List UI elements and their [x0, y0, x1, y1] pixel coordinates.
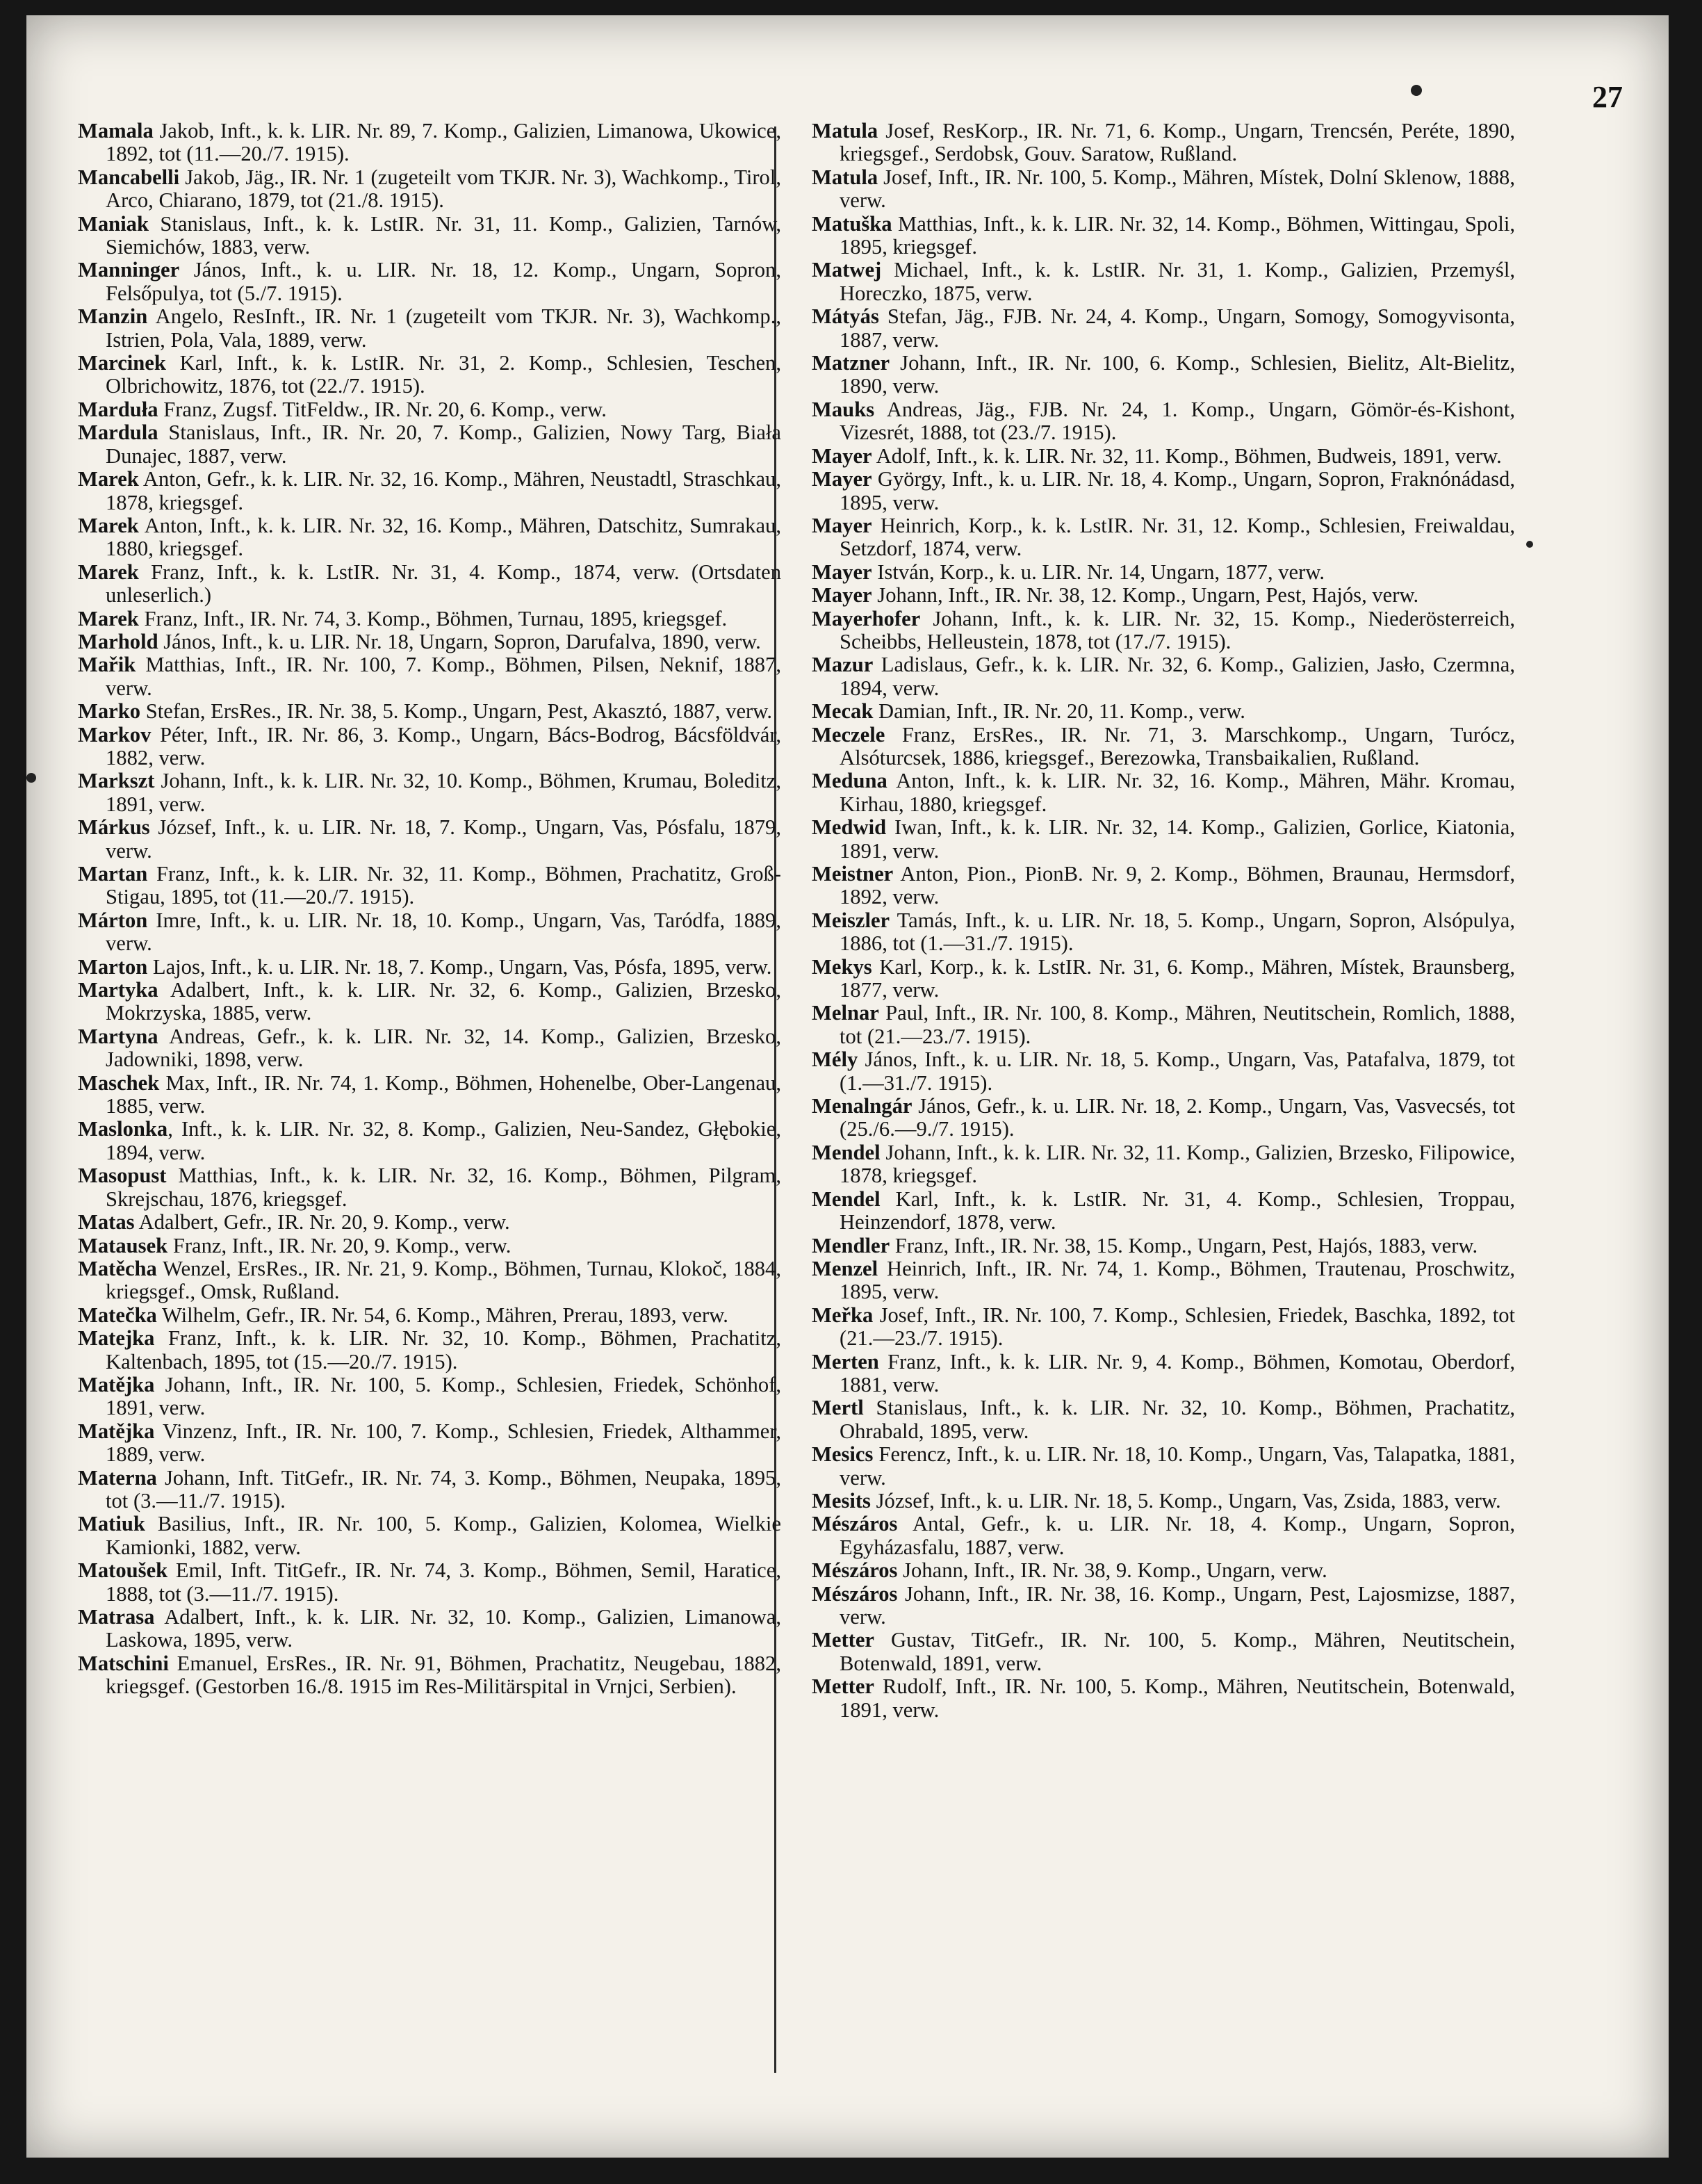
entry-surname: Mayer	[812, 467, 872, 491]
scan-speck	[26, 773, 36, 783]
register-entry	[78, 956, 781, 979]
register-entry	[78, 1374, 781, 1420]
register-entry	[78, 630, 781, 653]
entry-surname: Martyka	[78, 978, 158, 1002]
entry-surname: Meduna	[812, 769, 887, 793]
entry-details: György, Inft., k. u. LIR. Nr. 18, 4. Komp., Ungarn, Sopron, Fraknónádasd, 1895, verw.	[840, 467, 1515, 514]
entry-details: Stefan, ErsRes., IR. Nr. 38, 5. Komp., Ungarn, Pest, Akasztó, 1887, verw.	[140, 699, 773, 724]
entry-details: Anton, Pion., PionB. Nr. 9, 2. Komp., Böhmen, Braunau, Hermsdorf, 1892, verw.	[840, 862, 1515, 909]
register-entry	[812, 1513, 1515, 1559]
entry-details: János, Inft., k. u. LIR. Nr. 18, 5. Komp., Ungarn, Vas, Patafalva, 1879, tot (1.—31./7. 1915).	[840, 1048, 1515, 1095]
entry-surname: Matoušek	[78, 1558, 168, 1583]
entry-surname: Marko	[78, 699, 141, 724]
entry-details: János, Inft., k. u. LIR. Nr. 18, Ungarn, Sopron, Darufalva, 1890, verw.	[158, 629, 761, 653]
register-entry	[812, 1257, 1515, 1304]
register-entry	[78, 653, 781, 700]
register-entry	[78, 724, 781, 770]
entry-details: Matthias, Inft., IR. Nr. 100, 7. Komp., Böhmen, Pilsen, Neknif, 1887, verw.	[106, 653, 781, 700]
entry-surname: Matula	[812, 119, 878, 142]
left-column	[78, 120, 781, 1699]
entry-surname: Materna	[78, 1465, 157, 1490]
register-entry	[78, 1652, 781, 1699]
register-entry	[78, 1559, 781, 1606]
entry-surname: Matěcha	[78, 1256, 157, 1280]
register-entry	[812, 1396, 1515, 1443]
entry-surname: Mecak	[812, 699, 874, 724]
entry-details: Franz, Inft., IR. Nr. 20, 9. Komp., verw.	[167, 1233, 512, 1257]
entry-details: József, Inft., k. u. LIR. Nr. 18, 5. Komp., Ungarn, Vas, Zsida, 1883, verw.	[870, 1488, 1501, 1513]
entry-details: Johann, Inft., IR. Nr. 38, 9. Komp., Ungarn, verw.	[897, 1558, 1327, 1583]
register-entry	[78, 561, 781, 608]
register-entry	[812, 468, 1515, 514]
register-entry	[812, 120, 1515, 166]
register-entry	[812, 259, 1515, 305]
entry-details: Karl, Inft., k. k. LstIR. Nr. 31, 2. Komp., Schlesien, Teschen, Olbrichowitz, 1876, tot (22./7. 1915).	[106, 351, 781, 398]
register-entry	[812, 1188, 1515, 1234]
entry-surname: Merten	[812, 1349, 879, 1374]
register-entry	[78, 1025, 781, 1072]
register-entry	[812, 909, 1515, 956]
entry-surname: Matějka	[78, 1419, 155, 1443]
entry-details: János, Inft., k. u. LIR. Nr. 18, 12. Komp., Ungarn, Sopron, Felsőpulya, tot (5./7. 1915).	[106, 258, 781, 305]
entry-surname: Marhold	[78, 629, 158, 653]
register-entry	[812, 1141, 1515, 1188]
register-entry	[812, 305, 1515, 352]
register-entry	[812, 863, 1515, 909]
register-entry	[78, 1327, 781, 1374]
entry-details: Franz, Inft., k. k. LIR. Nr. 32, 11. Komp., Böhmen, Prachatitz, Groß-Stigau, 1895, tot (11.—20./7. 1915).	[106, 862, 781, 909]
entry-details: Vinzenz, Inft., IR. Nr. 100, 7. Komp., Schlesien, Friedek, Althammer, 1889, verw.	[106, 1419, 781, 1467]
entry-surname: Mazur	[812, 653, 874, 677]
entry-details: Michael, Inft., k. k. LstIR. Nr. 31, 1. Komp., Galizien, Przemyśl, Horeczko, 1875, verw.	[840, 258, 1515, 305]
scan-speck	[1411, 85, 1422, 96]
entry-details: Franz, ErsRes., IR. Nr. 71, 3. Marschkomp., Ungarn, Turócz, Alsóturcsek, 1886, kriegsgef., Berezowka, Transbaikalien, Rußland.	[840, 722, 1515, 769]
register-entry	[812, 1234, 1515, 1257]
entry-surname: Matula	[812, 165, 878, 189]
entry-details: Heinrich, Korp., k. k. LstIR. Nr. 31, 12. Komp., Schlesien, Freiwaldau, Setzdorf, 1874, verw.	[840, 513, 1515, 561]
register-entry	[78, 1118, 781, 1164]
entry-details: Gustav, TitGefr., IR. Nr. 100, 5. Komp., Mähren, Neutitschein, Botenwald, 1891, verw.	[840, 1628, 1515, 1675]
entry-surname: Marek	[78, 560, 139, 584]
entry-surname: Meczele	[812, 722, 885, 747]
entry-surname: Matečka	[78, 1303, 157, 1327]
entry-details: Wenzel, ErsRes., IR. Nr. 21, 9. Komp., Böhmen, Turnau, Klokoč, 1884, kriegsgef., Omsk, Rußland.	[106, 1256, 781, 1304]
register-entry	[78, 863, 781, 909]
entry-surname: Mayer	[812, 443, 872, 468]
entry-details: Stanislaus, Inft., k. k. LIR. Nr. 32, 10. Komp., Böhmen, Prachatitz, Ohrabald, 1895, verw.	[840, 1396, 1515, 1443]
register-entry	[812, 1351, 1515, 1397]
entry-surname: Metter	[812, 1628, 874, 1652]
entry-surname: Matiuk	[78, 1512, 145, 1536]
entry-details: Franz, Inft., k. k. LstIR. Nr. 31, 4. Komp., 1874, verw. (Ortsdaten unleserlich.)	[106, 560, 781, 608]
entry-details: Ladislaus, Gefr., k. k. LIR. Nr. 32, 6. Komp., Galizien, Jasło, Czermna, 1894, verw.	[840, 653, 1515, 700]
register-entry	[78, 468, 781, 514]
register-entry	[812, 1490, 1515, 1513]
register-entry	[78, 1211, 781, 1234]
entry-details: Johann, Inft., IR. Nr. 38, 16. Komp., Ungarn, Pest, Lajosmizse, 1887, verw.	[840, 1581, 1515, 1629]
entry-surname: Matejka	[78, 1326, 155, 1351]
register-entry	[812, 769, 1515, 816]
register-entry	[78, 421, 781, 468]
entry-details: Andreas, Jäg., FJB. Nr. 24, 1. Komp., Ungarn, Gömör-és-Kishont, Vizesrét, 1888, tot (23./7. 1915).	[840, 397, 1515, 445]
entry-details: Franz, Zugsf. TitFeldw., IR. Nr. 20, 6. Komp., verw.	[158, 397, 607, 421]
register-entry	[812, 398, 1515, 445]
entry-surname: Marduła	[78, 397, 158, 421]
register-entry	[812, 514, 1515, 561]
entry-details: Adalbert, Gefr., IR. Nr. 20, 9. Komp., verw.	[134, 1210, 510, 1234]
register-entry	[812, 1583, 1515, 1629]
entry-details: Adalbert, Inft., k. k. LIR. Nr. 32, 6. Komp., Galizien, Brzesko, Mokrzyska, 1885, verw.	[106, 978, 781, 1025]
entry-surname: Metter	[812, 1674, 874, 1699]
register-entry	[78, 1513, 781, 1559]
entry-surname: Martyna	[78, 1024, 158, 1048]
entry-details: Stanislaus, Inft., k. k. LstIR. Nr. 31, 11. Komp., Galizien, Tarnów, Siemichów, 1883, verw.	[106, 211, 781, 259]
entry-surname: Matausek	[78, 1233, 168, 1257]
entry-surname: Matzner	[812, 351, 890, 375]
entry-surname: Márton	[78, 908, 148, 932]
entry-surname: Mendel	[812, 1187, 881, 1211]
entry-surname: Matwej	[812, 258, 882, 282]
register-entry	[78, 259, 781, 305]
entry-details: Johann, Inft., k. k. LIR. Nr. 32, 15. Komp., Niederösterreich, Scheibbs, Helleustein, 1878, tot (17./7. 1915).	[840, 606, 1515, 653]
entry-surname: Martan	[78, 862, 148, 886]
register-entry	[78, 1072, 781, 1118]
entry-surname: Mayer	[812, 583, 872, 608]
entry-surname: Meřka	[812, 1303, 874, 1327]
document-page	[26, 15, 1669, 2158]
entry-details: János, Gefr., k. u. LIR. Nr. 18, 2. Komp., Ungarn, Vas, Vasvecsés, tot (25./6.—9./7. 1915).	[840, 1094, 1515, 1141]
entry-surname: Matas	[78, 1210, 135, 1234]
entry-details: Karl, Inft., k. k. LstIR. Nr. 31, 4. Komp., Schlesien, Troppau, Heinzendorf, 1878, verw.	[840, 1187, 1515, 1234]
register-entry	[78, 816, 781, 863]
right-column	[812, 120, 1515, 1722]
entry-details: Rudolf, Inft., IR. Nr. 100, 5. Komp., Mähren, Neutitschein, Botenwald, 1891, verw.	[840, 1674, 1515, 1722]
scan-speck	[1526, 541, 1533, 548]
register-entry	[78, 305, 781, 352]
entry-details: Tamás, Inft., k. u. LIR. Nr. 18, 5. Komp., Ungarn, Sopron, Alsópulya, 1886, tot (1.—31./7. 1915).	[840, 908, 1515, 956]
register-entry	[78, 769, 781, 816]
entry-details: Anton, Inft., k. k. LIR. Nr. 32, 16. Komp., Mähren, Datschitz, Sumrakau, 1880, kriegsgef.	[106, 513, 781, 561]
entry-surname: Maschek	[78, 1070, 160, 1095]
entry-details: Stefan, Jäg., FJB. Nr. 24, 4. Komp., Ungarn, Somogy, Somogyvisonta, 1887, verw.	[840, 304, 1515, 352]
entry-surname: Márkus	[78, 815, 150, 840]
entry-surname: Medwid	[812, 815, 887, 840]
entry-surname: Mauks	[812, 397, 875, 421]
entry-surname: Mátyás	[812, 304, 879, 329]
entry-surname: Mekys	[812, 954, 872, 979]
entry-surname: Mayer	[812, 513, 872, 537]
register-entry	[812, 1675, 1515, 1722]
entry-surname: Mayer	[812, 560, 872, 584]
register-entry	[812, 700, 1515, 723]
entry-surname: Mészáros	[812, 1581, 898, 1606]
register-entry	[812, 166, 1515, 213]
entry-surname: Masopust	[78, 1164, 167, 1188]
register-entry	[812, 956, 1515, 1002]
entry-surname: Mancabelli	[78, 165, 180, 189]
register-entry	[78, 213, 781, 259]
register-entry	[78, 979, 781, 1025]
entry-details: Josef, Inft., IR. Nr. 100, 5. Komp., Mähren, Místek, Dolní Sklenow, 1888, verw.	[840, 165, 1515, 213]
entry-details: István, Korp., k. u. LIR. Nr. 14, Ungarn, 1877, verw.	[872, 560, 1325, 584]
register-entry	[78, 909, 781, 956]
register-entry	[78, 1467, 781, 1513]
entry-surname: Mesits	[812, 1488, 871, 1513]
entry-details: Angelo, ResInft., IR. Nr. 1 (zugeteilt vom TKJR. Nr. 3), Wachkomp., Istrien, Pola, Vala, 1889, verw.	[106, 304, 781, 352]
entry-surname: Mertl	[812, 1396, 864, 1420]
entry-details: Johann, Inft., k. k. LIR. Nr. 32, 10. Komp., Böhmen, Krumau, Boleditz, 1891, verw.	[106, 769, 781, 816]
entry-details: Antal, Gefr., k. u. LIR. Nr. 18, 4. Komp., Ungarn, Sopron, Egyházasfalu, 1887, verw.	[840, 1512, 1515, 1559]
entry-surname: Maslonka	[78, 1117, 168, 1141]
entry-details: Ferencz, Inft., k. u. LIR. Nr. 18, 10. Komp., Ungarn, Vas, Talapatka, 1881, verw.	[840, 1442, 1515, 1490]
entry-details: Wilhelm, Gefr., IR. Nr. 54, 6. Komp., Mähren, Prerau, 1893, verw.	[156, 1303, 728, 1327]
register-entry	[812, 1095, 1515, 1141]
register-entry	[812, 816, 1515, 863]
register-entry	[812, 1002, 1515, 1048]
entry-details: Adalbert, Inft., k. k. LIR. Nr. 32, 10. Komp., Galizien, Limanowa, Laskowa, 1895, verw.	[106, 1605, 781, 1652]
entry-details: Damian, Inft., IR. Nr. 20, 11. Komp., verw.	[873, 699, 1245, 724]
entry-details: Franz, Inft., IR. Nr. 38, 15. Komp., Ungarn, Pest, Hajós, 1883, verw.	[890, 1233, 1478, 1257]
entry-surname: Melnar	[812, 1001, 879, 1025]
entry-details: Emil, Inft. TitGefr., IR. Nr. 74, 3. Komp., Böhmen, Semil, Haratice, 1888, tot (3.—11./7. 1915).	[106, 1558, 781, 1606]
register-entry	[78, 700, 781, 723]
entry-surname: Marek	[78, 513, 139, 537]
entry-surname: Mészáros	[812, 1512, 898, 1536]
entry-details: Emanuel, ErsRes., IR. Nr. 91, Böhmen, Prachatitz, Neugebau, 1882, kriegsgef. (Gestorben 16./8. 1915 im Res-Militärspital in Vrnjci, Serbien).	[106, 1651, 781, 1699]
entry-details: Lajos, Inft., k. u. LIR. Nr. 18, 7. Komp., Ungarn, Vas, Pósfa, 1895, verw.	[147, 954, 772, 979]
entry-details: Iwan, Inft., k. k. LIR. Nr. 32, 14. Komp., Galizien, Gorlice, Kiatonia, 1891, verw.	[840, 815, 1515, 863]
entry-surname: Marek	[78, 606, 139, 630]
register-entry	[812, 561, 1515, 584]
entry-surname: Matrasa	[78, 1605, 155, 1629]
entry-surname: Mařik	[78, 653, 136, 677]
register-entry	[812, 653, 1515, 700]
entry-details: Jakob, Inft., k. k. LIR. Nr. 89, 7. Komp., Galizien, Limanowa, Ukowice, 1892, tot (11.—20./7. 1915).	[106, 119, 781, 166]
entry-details: József, Inft., k. u. LIR. Nr. 18, 7. Komp., Ungarn, Vas, Pósfalu, 1879, verw.	[106, 815, 781, 863]
entry-details: Jakob, Jäg., IR. Nr. 1 (zugeteilt vom TKJR. Nr. 3), Wachkomp., Tirol, Arco, Chiarano, 1879, tot (21./8. 1915).	[106, 165, 781, 213]
entry-surname: Mendler	[812, 1233, 890, 1257]
entry-surname: Meistner	[812, 862, 894, 886]
register-entry	[78, 1257, 781, 1304]
entry-details: Josef, ResKorp., IR. Nr. 71, 6. Komp., Ungarn, Trencsén, Peréte, 1890, kriegsgef., Serdobsk, Gouv. Saratow, Rußland.	[840, 119, 1515, 166]
register-entry	[78, 1164, 781, 1211]
entry-details: , Inft., k. k. LIR. Nr. 32, 8. Komp., Galizien, Neu-Sandez, Głębokie, 1894, verw.	[106, 1117, 781, 1164]
entry-details: Max, Inft., IR. Nr. 74, 1. Komp., Böhmen, Hohenelbe, Ober-Langenau, 1885, verw.	[106, 1070, 781, 1118]
entry-details: Franz, Inft., k. k. LIR. Nr. 9, 4. Komp., Böhmen, Komotau, Oberdorf, 1881, verw.	[840, 1349, 1515, 1396]
entry-details: Josef, Inft., IR. Nr. 100, 7. Komp., Schlesien, Friedek, Baschka, 1892, tot (21.—23./7. 1915).	[840, 1303, 1515, 1351]
register-entry	[78, 1606, 781, 1652]
entry-details: Johann, Inft., IR. Nr. 100, 5. Komp., Schlesien, Friedek, Schönhof, 1891, verw.	[106, 1372, 781, 1420]
entry-details: Johann, Inft., k. k. LIR. Nr. 32, 11. Komp., Galizien, Brzesko, Filipowice, 1878, kriegsgef.	[840, 1140, 1515, 1188]
entry-surname: Mayerhofer	[812, 606, 921, 630]
entry-surname: Mardula	[78, 421, 158, 445]
entry-details: Imre, Inft., k. u. LIR. Nr. 18, 10. Komp., Ungarn, Vas, Taródfa, 1889, verw.	[106, 908, 781, 956]
register-entry	[812, 445, 1515, 468]
entry-details: Anton, Gefr., k. k. LIR. Nr. 32, 16. Komp., Mähren, Neustadtl, Straschkau, 1878, kriegsgef.	[106, 467, 781, 514]
entry-surname: Manzin	[78, 304, 148, 329]
register-entry	[812, 213, 1515, 259]
entry-surname: Matuška	[812, 211, 892, 236]
entry-details: Franz, Inft., IR. Nr. 74, 3. Komp., Böhmen, Turnau, 1895, kriegsgef.	[138, 606, 728, 630]
entry-surname: Markov	[78, 722, 152, 747]
entry-surname: Matschini	[78, 1651, 169, 1675]
entry-surname: Matějka	[78, 1372, 155, 1396]
entry-surname: Marton	[78, 954, 148, 979]
page-number: 27	[1592, 80, 1623, 114]
entry-details: Matthias, Inft., k. k. LIR. Nr. 32, 16. Komp., Böhmen, Pilgram, Skrejschau, 1876, kriegsgef.	[106, 1164, 781, 1211]
entry-details: Adolf, Inft., k. k. LIR. Nr. 32, 11. Komp., Böhmen, Budweis, 1891, verw.	[872, 443, 1502, 468]
register-entry	[812, 1559, 1515, 1582]
entry-surname: Meiszler	[812, 908, 890, 932]
entry-surname: Markszt	[78, 769, 155, 793]
entry-details: Franz, Inft., k. k. LIR. Nr. 32, 10. Komp., Böhmen, Prachatitz, Kaltenbach, 1895, tot (15.—20./7. 1915).	[106, 1326, 781, 1374]
register-entry	[78, 514, 781, 561]
register-entry	[812, 608, 1515, 654]
register-entry	[78, 1304, 781, 1327]
register-entry	[812, 1443, 1515, 1490]
entry-surname: Menzel	[812, 1256, 878, 1280]
entry-surname: Menalngár	[812, 1094, 913, 1118]
register-entry	[78, 166, 781, 213]
entry-surname: Mendel	[812, 1140, 881, 1164]
entry-surname: Maniak	[78, 211, 149, 236]
register-entry	[812, 584, 1515, 607]
register-entry	[78, 352, 781, 398]
entry-surname: Marcinek	[78, 351, 166, 375]
register-entry	[78, 1420, 781, 1467]
entry-surname: Mély	[812, 1048, 858, 1072]
register-entry	[812, 1304, 1515, 1351]
entry-details: Paul, Inft., IR. Nr. 100, 8. Komp., Mähren, Neutitschein, Romlich, 1888, tot (21.—23./7. 1915).	[840, 1001, 1515, 1048]
register-entry	[78, 398, 781, 421]
entry-details: Heinrich, Inft., IR. Nr. 74, 1. Komp., Böhmen, Trautenau, Proschwitz, 1895, verw.	[840, 1256, 1515, 1304]
entry-details: Johann, Inft., IR. Nr. 100, 6. Komp., Schlesien, Bielitz, Alt-Bielitz, 1890, verw.	[840, 351, 1515, 398]
entry-details: Andreas, Gefr., k. k. LIR. Nr. 32, 14. Komp., Galizien, Brzesko, Jadowniki, 1898, verw.	[106, 1024, 781, 1072]
entry-details: Johann, Inft. TitGefr., IR. Nr. 74, 3. Komp., Böhmen, Neupaka, 1895, tot (3.—11./7. 1915).	[106, 1465, 781, 1513]
register-entry	[812, 724, 1515, 770]
entry-details: Péter, Inft., IR. Nr. 86, 3. Komp., Ungarn, Bács-Bodrog, Bácsföldvár, 1882, verw.	[106, 722, 781, 769]
register-entry	[78, 1234, 781, 1257]
entry-details: Matthias, Inft., k. k. LIR. Nr. 32, 14. Komp., Böhmen, Wittingau, Spoli, 1895, kriegsgef.	[840, 211, 1515, 259]
register-entry	[812, 1629, 1515, 1675]
entry-surname: Manninger	[78, 258, 180, 282]
register-entry	[812, 1048, 1515, 1095]
register-entry	[78, 608, 781, 630]
register-entry	[78, 120, 781, 166]
entry-details: Basilius, Inft., IR. Nr. 100, 5. Komp., Galizien, Kolomea, Wielkie Kamionki, 1882, verw.	[106, 1512, 781, 1559]
entry-surname: Mészáros	[812, 1558, 898, 1583]
entry-surname: Mamala	[78, 119, 154, 142]
entry-details: Karl, Korp., k. k. LstIR. Nr. 31, 6. Komp., Mähren, Místek, Braunsberg, 1877, verw.	[840, 954, 1515, 1002]
entry-details: Johann, Inft., IR. Nr. 38, 12. Komp., Ungarn, Pest, Hajós, verw.	[872, 583, 1419, 608]
entry-surname: Marek	[78, 467, 139, 491]
register-entry	[812, 352, 1515, 398]
entry-details: Stanislaus, Inft., IR. Nr. 20, 7. Komp., Galizien, Nowy Targ, Biała Dunajec, 1887, verw.	[106, 421, 781, 468]
entry-details: Anton, Inft., k. k. LIR. Nr. 32, 16. Komp., Mähren, Mähr. Kromau, Kirhau, 1880, kriegsgef.	[840, 769, 1515, 816]
entry-surname: Mesics	[812, 1442, 874, 1467]
